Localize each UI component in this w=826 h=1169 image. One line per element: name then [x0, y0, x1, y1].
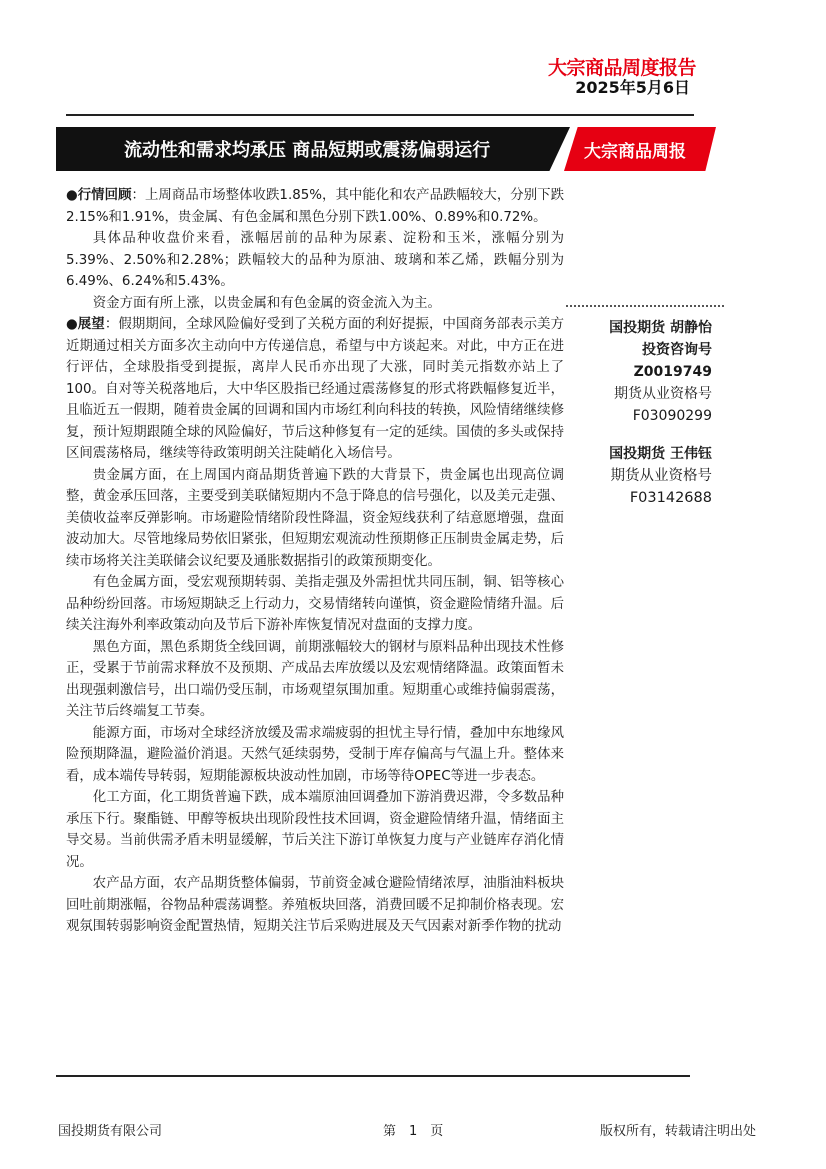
report-body: [66, 185, 564, 938]
analyst-2-license-no: F03142688: [629, 490, 712, 506]
energy-paragraph: 能源方面，市场对全球经济放缓及需求端疲弱的担忧主导行情，叠加中东地缘风险预期降温，避险溢价消退。天然气延续弱势，受制于库存偏高与气温上升。整体来看，成本端传导转弱，短期能源板块波动性加剧，市场等待OPEC等进一步表态。: [66, 725, 564, 784]
report-type-title: 大宗商品周度报告: [547, 57, 696, 79]
dotted-divider: [566, 305, 724, 307]
review-lead: ：上周商品市场整体收跌1.85%，其中能化和农产品跌幅较大，分别下跌2.15%和1.91%，贵金属、有色金属和黑色分别下跌1.00%、0.89%和0.72%。: [66, 188, 564, 225]
review-paragraph: [66, 185, 564, 228]
funds-paragraph: 资金方面有所上涨，以贵金属和有色金属的资金流入为主。: [92, 295, 441, 311]
ferrous-paragraph: 黑色方面，黑色系期货全线回调，前期涨幅较大的钢材与原料品种出现技术性修正，受累于节前需求释放不及预期、产成品去库放缓以及宏观情绪降温。政策面暂未出现强刺激信号，出口端仍受压制，市场观望氛围加重。短期重心或维持偏弱震荡，关注节后终端复工节奏。: [66, 639, 564, 719]
analyst-card-1: [566, 317, 726, 427]
report-date: 2025年5月6日: [575, 78, 690, 97]
analyst-1-license-label: 期货从业资格号: [614, 386, 712, 402]
outlook-heading: ●展望: [66, 317, 105, 332]
analyst-2-license-label: 期货从业资格号: [610, 468, 712, 484]
review-heading: ●行情回顾: [66, 188, 132, 203]
footer-copyright: 版权所有，转载请注明出处: [600, 1124, 757, 1139]
analyst-1-title: 投资咨询号: [642, 342, 712, 358]
analyst-sidebar: [566, 305, 726, 509]
nonferrous-paragraph: 有色金属方面，受宏观预期转弱、美指走强及外需担忧共同压制，铜、铝等核心品种纷纷回落。市场短期缺乏上行动力，交易情绪转向谨慎，资金避险情绪升温。后续关注海外利率政策动向及节后下游补库恢复情况对盘面的支撑力度。: [66, 575, 564, 633]
precious-metals-paragraph: 贵金属方面，在上周国内商品期货普遍下跌的大背景下，贵金属也出现高位调整，黄金承压回落，主要受到美联储短期内不急于降息的信号强化，以及美元走强、美债收益率反弹影响。市场避险情绪阶段性降温，资金短线获利了结意愿增强，盘面波动加大。尽管地缘局势依旧紧张，但短期宏观流动性预期修正压制贵金属走势，后续市场将关注美联储会议纪要及通胀数据指引的政策预期变化。: [66, 467, 564, 569]
report-category-tag: 大宗商品周报: [584, 142, 686, 162]
headline: 流动性和需求均承压 商品短期或震荡偏弱运行: [124, 140, 491, 161]
chemical-paragraph: 化工方面，化工期货普遍下跌，成本端原油回调叠加下游消费迟滞，令多数品种承压下行。聚酯链、甲醇等板块出现阶段性技术回调，资金避险情绪升温，情绪面主导交易。当前供需矛盾未明显缓解，节后关注下游订单恢复力度与产业链库存消化情况。: [66, 790, 564, 870]
top-divider: [66, 114, 694, 116]
analyst-1-name: 国投期货 胡静怡: [609, 320, 712, 336]
analyst-card-2: [566, 443, 726, 509]
agriculture-paragraph: 农产品方面，农产品期货整体偏弱，节前资金减仓避险情绪浓厚，油脂油料板块回吐前期涨幅，谷物品种震荡调整。养殖板块回落，消费回暖不足抑制价格表现。宏观氛围转弱影响资金配置热情，短期关注节后采购进展及天气因素对新季作物的扰动: [66, 876, 564, 934]
analyst-1-license-no: F03090299: [632, 408, 712, 424]
outlook-lead: ：假期期间，全球风险偏好受到了关税方面的利好提振，中国商务部表示美方近期通过相关方面多次主动向中方传递信息，希望与中方谈起来。对此，中方正在进行评估，全球股指受到提振，离岸人民币亦出现了大涨，同时美元指数亦站上了100。自对等关税落地后，大中华区股指已经通过震荡修复的形式将跌幅修复近半，且临近五一假期，随着贵金属的回调和国内市场红利向科技的转换，风险情绪继续修复，预计短期跟随全球的风险偏好，节后这种修复有一定的延续。国债的多头或保持区间震荡格局，继续等待政策明朗关注陡峭化入场信号。: [66, 317, 565, 461]
analyst-2-name: 国投期货 王伟钰: [609, 446, 712, 462]
price-paragraph: 具体品种收盘价来看，涨幅居前的品种为尿素、淀粉和玉米，涨幅分别为5.39%、2.50%和2.28%；跌幅较大的品种为原油、玻璃和苯乙烯，跌幅分别为6.49%、6.24%和5.43%。: [66, 231, 564, 289]
title-banner: [56, 127, 716, 171]
analyst-1-advisory-no: Z0019749: [633, 364, 712, 380]
footer-company: 国投期货有限公司: [58, 1124, 163, 1139]
footer-page-number: 第 1 页: [383, 1124, 444, 1139]
bottom-divider: [56, 1075, 690, 1077]
outlook-paragraph: [66, 314, 564, 465]
